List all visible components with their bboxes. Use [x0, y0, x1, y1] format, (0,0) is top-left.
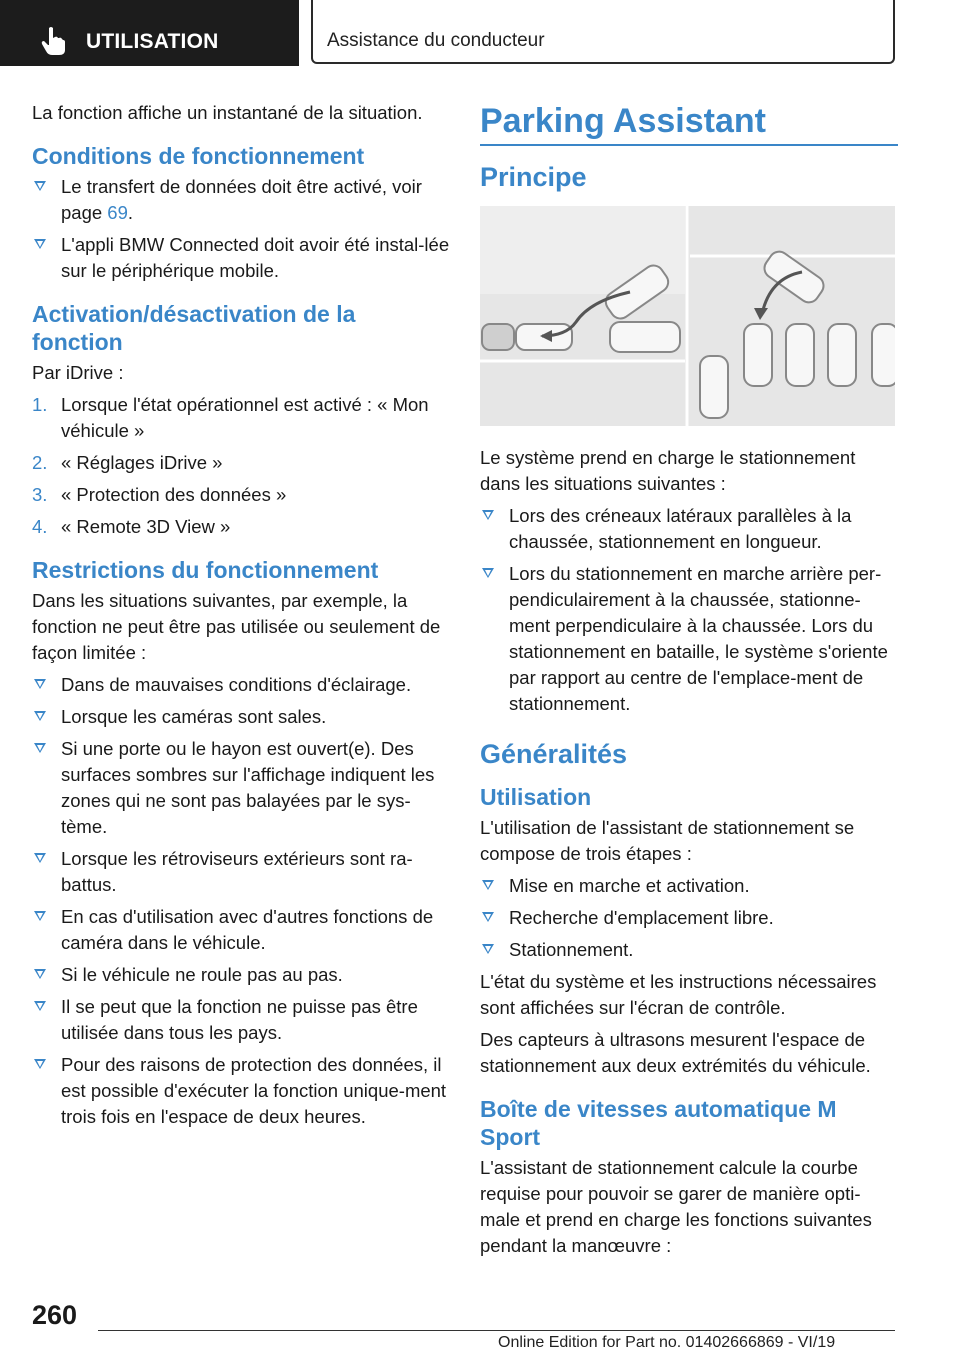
list-item: Mise en marche et activation.: [480, 873, 898, 899]
list-item: Lorsque les rétroviseurs extérieurs sont ra‐battus.: [32, 846, 450, 898]
usage-paragraph-2: Des capteurs à ultrasons mesurent l'espace de stationnement aux deux extrémités du véhicule.: [480, 1029, 871, 1076]
list-item: Recherche d'emplacement libre.: [480, 905, 898, 931]
left-column: [32, 100, 450, 1136]
chapter-title: Parking Assistant: [480, 102, 766, 140]
list-item: 1. Lorsque l'état opérationnel est activé : « Mon véhicule »: [32, 394, 429, 441]
list-item: 2. « Réglages iDrive »: [32, 452, 223, 473]
bullet-triangle-icon: [34, 679, 46, 689]
bullet-triangle-icon: [34, 181, 46, 191]
parking-illustration: [480, 206, 895, 426]
right-column: [480, 98, 898, 1265]
bullet-triangle-icon: [482, 568, 494, 578]
usage-intro: L'utilisation de l'assistant de stationnement se compose de trois étapes :: [480, 817, 855, 864]
bullet-triangle-icon: [34, 1001, 46, 1011]
list-item: Si le véhicule ne roule pas au pas.: [32, 962, 450, 988]
chapter-tab: [311, 0, 895, 64]
list-item: Il se peut que la fonction ne puisse pas être utilisée dans tous les pays.: [32, 994, 450, 1046]
list-item: L'appli BMW Connected doit avoir été instal‐lée sur le périphérique mobile.: [32, 232, 450, 284]
usage-list: [480, 873, 898, 963]
usage-paragraph-1: L'état du système et les instructions nécessaires sont affichées sur l'écran de contrôle.: [480, 971, 877, 1018]
bullet-triangle-icon: [482, 912, 494, 922]
conditions-heading: Conditions de fonctionnement: [32, 143, 365, 169]
general-heading: Généralités: [480, 739, 628, 769]
list-item: Lors des créneaux latéraux parallèles à la chaussée, stationnement en longueur.: [480, 503, 898, 555]
title-rule: [480, 144, 898, 146]
section-label: UTILISATION: [86, 30, 219, 53]
restrictions-heading: Restrictions du fonctionnement: [32, 557, 379, 583]
principle-list: [480, 503, 898, 717]
bullet-triangle-icon: [482, 880, 494, 890]
bullet-triangle-icon: [34, 711, 46, 721]
list-item: Si une porte ou le hayon est ouvert(e). Des surfaces sombres sur l'affichage indiquent les zones qui ne sont pas balayées par le sys‐tème.: [32, 736, 450, 840]
activation-intro: Par iDrive :: [32, 362, 124, 383]
bullet-triangle-icon: [34, 743, 46, 753]
chapter-label: Assistance du conducteur: [327, 30, 545, 51]
edition-text: Online Edition for Part no. 01402666869 - VI/19: [498, 1334, 836, 1351]
list-item: Pour des raisons de protection des données, il est possible d'exécuter la fonction unique‐ment trois fois en l'espace de deux heures.: [32, 1052, 450, 1130]
list-item: Dans de mauvaises conditions d'éclairage.: [32, 672, 450, 698]
activation-heading: Activation/désactivation de la fonction: [32, 301, 356, 355]
list-item: Lors du stationnement en marche arrière per‐pendiculairement à la chaussée, stationne‐ment perpendiculaire à la chaussée. Lors du stationnement en bataille, le système s'oriente par rapport au centre de l'emplace‐ment de stationnement.: [480, 561, 898, 717]
intro-text: La fonction affiche un instantané de la situation.: [32, 102, 423, 123]
bullet-triangle-icon: [482, 510, 494, 520]
list-item: Lorsque les caméras sont sales.: [32, 704, 450, 730]
bullet-triangle-icon: [34, 1059, 46, 1069]
list-item: 4. « Remote 3D View »: [32, 516, 231, 537]
usage-heading: Utilisation: [480, 784, 592, 810]
page-header: [0, 0, 960, 66]
principle-heading: Principe: [480, 162, 587, 192]
hand-pointer-icon: [40, 26, 66, 56]
list-item: Le transfert de données doit être activé, voir page 69.: [32, 174, 450, 226]
restrictions-intro: Dans les situations suivantes, par exemple, la fonction ne peut être pas utilisée ou seulement de façon limitée :: [32, 590, 441, 663]
list-item: 3. « Protection des données »: [32, 484, 287, 505]
gearbox-heading: Boîte de vitesses automatique M Sport: [480, 1096, 837, 1150]
bullet-triangle-icon: [34, 239, 46, 249]
section-tab: [0, 0, 299, 66]
page-number: 260: [32, 1300, 78, 1330]
bullet-triangle-icon: [34, 969, 46, 979]
list-item: Stationnement.: [480, 937, 898, 963]
bullet-triangle-icon: [34, 911, 46, 921]
restrictions-list: [32, 672, 450, 1130]
footer-rule: [98, 1330, 895, 1331]
principle-intro: Le système prend en charge le stationnement dans les situations suivantes :: [480, 447, 856, 494]
gearbox-text: L'assistant de stationnement calcule la courbe requise pour pouvoir se garer de manière opti‐male et prend en charge les fonctions suivantes pendant la manœuvre :: [480, 1157, 872, 1256]
conditions-list: [32, 174, 450, 284]
bullet-triangle-icon: [482, 944, 494, 954]
activation-steps: [32, 392, 450, 540]
list-item: En cas d'utilisation avec d'autres fonctions de caméra dans le véhicule.: [32, 904, 450, 956]
bullet-triangle-icon: [34, 853, 46, 863]
page-link[interactable]: 69: [107, 202, 128, 223]
